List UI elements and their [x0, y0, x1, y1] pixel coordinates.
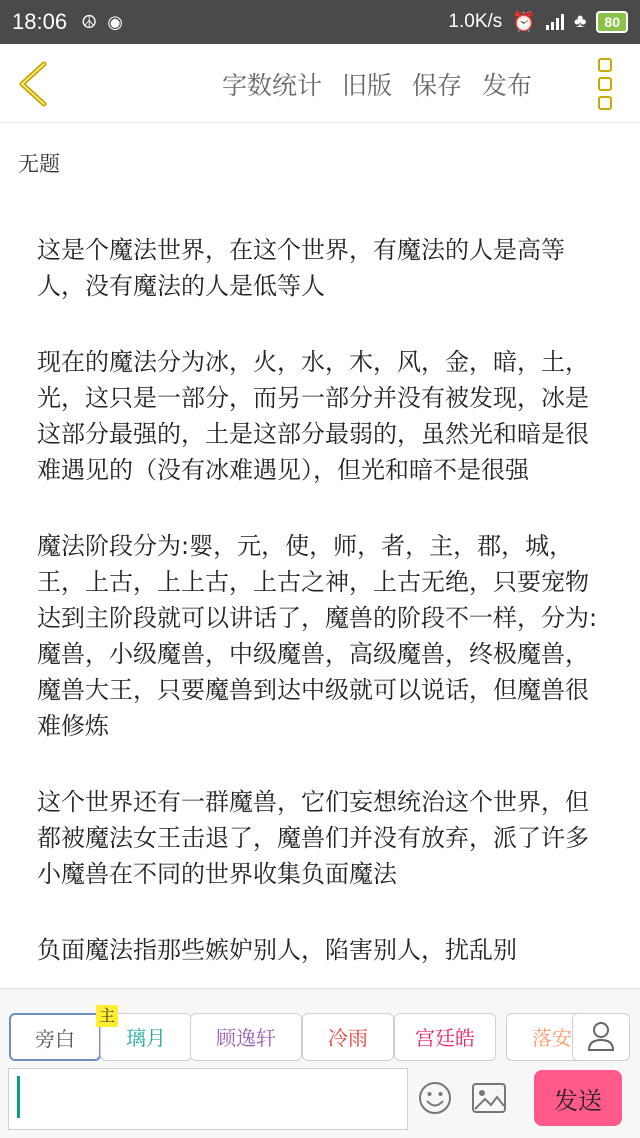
paragraph: 这是个魔法世界，在这个世界，有魔法的人是高等人，没有魔法的人是低等人 — [37, 236, 565, 300]
save-button[interactable]: 保存 — [412, 71, 463, 100]
user-icon — [573, 1014, 629, 1060]
emoji-icon[interactable] — [417, 1080, 453, 1116]
character-chip[interactable]: 璃月 — [100, 1013, 192, 1061]
text-caret — [17, 1076, 20, 1118]
signal-icon — [546, 14, 564, 30]
network-speed: 1.0K/s — [448, 11, 503, 32]
send-button[interactable]: 发送 — [534, 1070, 622, 1126]
main-character-badge: 主 — [96, 1005, 118, 1027]
paragraph: 现在的魔法分为冰，火，水，木，风，金，暗，土，光，这只是一部分，而另一部分并没有被发现，冰是这部分最强的，土是这部分最弱的，虽然光和暗是很难遇见的（没有冰难遇见），但光和暗不是很强 — [37, 348, 589, 484]
character-bar — [0, 988, 640, 1063]
character-chip-narrator[interactable]: 旁白 — [9, 1013, 101, 1061]
status-bar — [0, 0, 640, 44]
back-chevron-icon[interactable] — [14, 60, 54, 108]
more-menu-icon[interactable] — [594, 58, 616, 110]
character-chip[interactable]: 落安 — [506, 1013, 598, 1061]
paragraph: 魔法阶段分为:婴，元，使，师，者，主，郡，城，王，上古，上上古，上古之神，上古无绝，只要宠物达到主阶段就可以讲话了，魔兽的阶段不一样，分为:魔兽，小级魔兽，中级魔兽，高级魔兽，终极魔兽，魔兽大王，只要魔兽到达中级就可以说话，但魔兽很难修炼 — [37, 532, 598, 740]
paragraph: 这个世界还有一群魔兽，它们妄想统治这个世界，但都被魔法女王击退了，魔兽们并没有放弃，派了许多小魔兽在不同的世界收集负面魔法 — [37, 788, 589, 888]
editor-toolbar — [0, 44, 640, 123]
app-notification-icon: ☮ — [81, 11, 98, 33]
image-icon[interactable] — [471, 1082, 507, 1114]
document-title[interactable]: 无题 — [18, 152, 60, 176]
publish-button[interactable]: 发布 — [482, 71, 533, 100]
old-version-button[interactable]: 旧版 — [342, 71, 393, 100]
clover-icon: ♣ — [573, 11, 587, 32]
message-input[interactable] — [8, 1068, 408, 1130]
add-character-button[interactable] — [572, 1013, 630, 1061]
toolbar-actions — [222, 66, 552, 102]
chat-bubble-icon: ◉ — [107, 11, 123, 33]
character-chip[interactable]: 顾逸轩 — [190, 1013, 302, 1061]
paragraph: 负面魔法指那些嫉妒别人，陷害别人，扰乱别 — [37, 936, 517, 964]
character-chip[interactable]: 冷雨 — [302, 1013, 394, 1061]
battery-indicator: 80 — [596, 11, 628, 33]
alarm-icon: ⏰ — [512, 12, 536, 33]
character-chip[interactable]: 宫廷皓 — [394, 1013, 496, 1061]
word-count-button[interactable]: 字数统计 — [222, 71, 323, 100]
document-body[interactable] — [37, 232, 599, 987]
status-time: 18:06 — [12, 9, 68, 34]
composer — [0, 1062, 640, 1138]
